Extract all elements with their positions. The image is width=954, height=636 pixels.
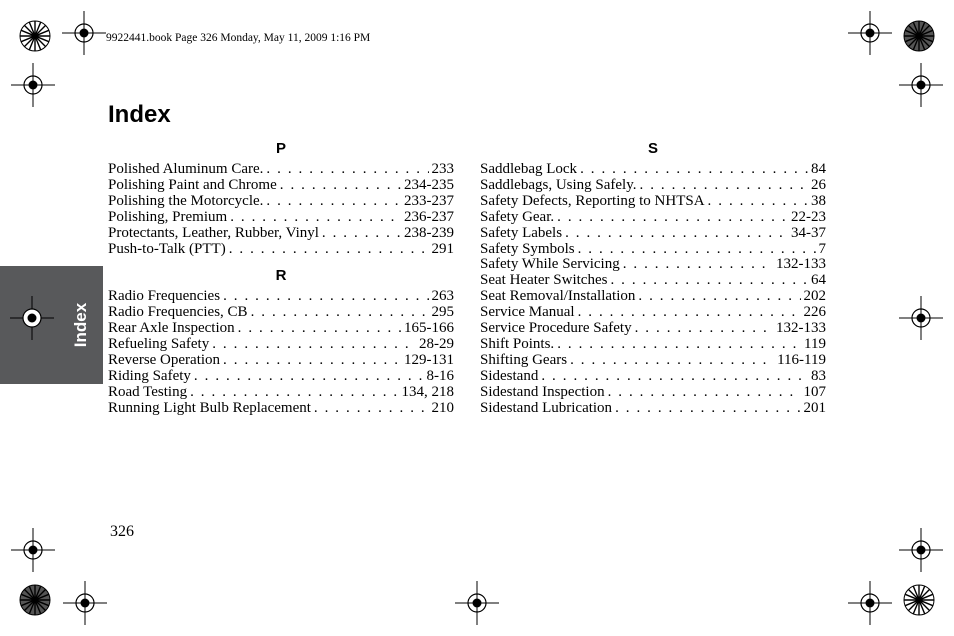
registration-crosshair-icon	[899, 63, 943, 107]
entry-pages: 134, 218	[401, 383, 454, 400]
index-section-p	[108, 138, 454, 257]
index-entry	[108, 321, 454, 337]
entry-pages: 22-23	[791, 208, 826, 225]
entry-pages: 263	[431, 288, 454, 305]
entry-label: Saddlebag Lock	[480, 161, 578, 177]
entry-pages: 201	[803, 399, 826, 416]
registration-crosshair-icon	[848, 11, 892, 55]
leader-dots	[565, 226, 788, 242]
leader-dots	[194, 369, 424, 385]
index-entry	[108, 401, 454, 417]
entry-pages: 295	[431, 304, 454, 321]
registration-crosshair-icon	[899, 528, 943, 572]
entry-label: Saddlebags, Using Safely.	[480, 176, 637, 193]
entry-label: Safety Labels	[480, 224, 563, 241]
registration-crosshair-icon	[848, 581, 892, 625]
index-section-r	[108, 265, 454, 416]
entry-pages: 34-37	[791, 224, 826, 241]
entry-label: Sidestand Lubrication	[480, 399, 613, 416]
leader-dots	[610, 273, 808, 289]
leader-dots	[608, 385, 801, 401]
leader-dots	[212, 337, 416, 353]
leader-dots	[580, 162, 808, 178]
entry-pages: 233-237	[404, 192, 454, 209]
entry-label: Service Procedure Safety	[480, 320, 632, 337]
index-entry	[108, 337, 454, 353]
index-entry	[480, 273, 826, 289]
starburst-target-icon	[19, 584, 51, 616]
entry-label: Service Manual	[480, 304, 575, 321]
index-entry	[480, 242, 826, 258]
starburst-target-icon	[903, 584, 935, 616]
entry-pages: 234-235	[404, 176, 454, 193]
entry-pages: 116-119	[777, 351, 826, 368]
entry-pages: 236-237	[404, 208, 454, 225]
leader-dots	[635, 321, 773, 337]
leader-dots	[238, 321, 401, 337]
entry-label: Radio Frequencies, CB	[108, 304, 248, 321]
side-tab-label: Index	[71, 302, 90, 348]
entry-label: Shifting Gears	[480, 351, 568, 368]
index-entry	[108, 385, 454, 401]
index-entry	[480, 226, 826, 242]
index-entry	[480, 289, 826, 305]
index-entry	[480, 369, 826, 385]
entry-label: Polishing, Premium	[108, 208, 228, 225]
index-entry	[108, 369, 454, 385]
index-entry	[108, 353, 454, 369]
index-entry	[480, 305, 826, 321]
index-entry	[108, 226, 454, 242]
index-entry	[108, 305, 454, 321]
index-entry	[480, 353, 826, 369]
index-entry	[108, 194, 454, 210]
entry-label: Seat Heater Switches	[480, 272, 608, 289]
entry-pages: 165-166	[404, 320, 454, 337]
entry-pages: 129-131	[404, 352, 454, 369]
entry-pages: 291	[431, 240, 454, 257]
registration-crosshair-icon	[62, 11, 106, 55]
leader-dots	[223, 353, 401, 369]
index-section-s	[480, 138, 826, 417]
page-title: Index	[108, 101, 171, 128]
entry-pages: 83	[811, 367, 826, 384]
index-column-right	[480, 138, 826, 417]
entry-label: Riding Safety	[108, 367, 191, 384]
index-entry	[480, 321, 826, 337]
leader-dots	[640, 178, 808, 194]
entry-pages: 28-29	[419, 336, 454, 353]
entry-label: Refueling Safety	[108, 336, 210, 353]
leader-dots	[578, 305, 801, 321]
leader-dots	[223, 289, 428, 305]
index-entry	[480, 337, 826, 353]
index-entry	[480, 194, 826, 210]
entry-pages: 202	[803, 288, 826, 305]
leader-dots	[557, 210, 788, 226]
starburst-target-icon	[19, 20, 51, 52]
leader-dots	[570, 353, 774, 369]
entry-label: Protectants, Leather, Rubber, Vinyl	[108, 224, 319, 241]
starburst-target-icon	[903, 20, 935, 52]
entry-label: Safety Defects, Reporting to NHTSA	[480, 192, 705, 209]
index-entry	[480, 178, 826, 194]
index-column-left	[108, 138, 454, 417]
entry-label: Reverse Operation	[108, 352, 221, 369]
entry-pages: 119	[804, 335, 826, 352]
entry-pages: 226	[803, 304, 826, 321]
entry-label: Polishing the Motorcycle.	[108, 192, 264, 209]
entry-label: Push-to-Talk (PTT)	[108, 240, 226, 257]
entry-label: Shift Points.	[480, 335, 555, 352]
leader-dots	[266, 162, 428, 178]
entry-pages: 132-133	[776, 256, 826, 273]
index-entry	[108, 178, 454, 194]
entry-pages: 7	[818, 240, 826, 257]
entry-pages: 238-239	[404, 224, 454, 241]
entry-label: Seat Removal/Installation	[480, 288, 636, 305]
entry-pages: 26	[811, 176, 826, 193]
section-letter: P	[275, 140, 286, 157]
entry-pages: 132-133	[776, 320, 826, 337]
entry-label: Sidestand Inspection	[480, 383, 605, 400]
entry-label: Safety Symbols	[480, 240, 575, 257]
leader-dots	[638, 289, 800, 305]
leader-dots	[578, 242, 816, 258]
index-entry	[108, 210, 454, 226]
book-info-header: 9922441.book Page 326 Monday, May 11, 2009 1:16 PM	[106, 32, 371, 44]
leader-dots	[708, 194, 808, 210]
index-entry	[480, 257, 826, 273]
index-entry	[480, 401, 826, 417]
registration-crosshair-icon	[455, 581, 499, 625]
leader-dots	[623, 257, 773, 273]
entry-pages: 107	[803, 383, 826, 400]
entry-pages: 84	[811, 161, 826, 177]
registration-crosshair-icon	[11, 528, 55, 572]
entry-pages: 233	[431, 161, 454, 177]
registration-crosshair-icon	[63, 581, 107, 625]
entry-pages: 210	[431, 399, 454, 416]
index-entry	[480, 162, 826, 178]
entry-label: Radio Frequencies	[108, 288, 221, 305]
entry-label: Running Light Bulb Replacement	[108, 399, 311, 416]
page-number: 326	[110, 523, 134, 540]
index-entry	[108, 289, 454, 305]
leader-dots	[229, 242, 429, 258]
leader-dots	[230, 210, 401, 226]
entry-pages: 38	[811, 192, 826, 209]
registration-crosshair-icon	[10, 296, 54, 340]
registration-crosshair-icon	[899, 296, 943, 340]
index-entry	[480, 385, 826, 401]
entry-pages: 8-16	[426, 367, 454, 384]
leader-dots	[615, 401, 800, 417]
leader-dots	[322, 226, 401, 242]
index-entry	[108, 162, 454, 178]
entry-label: Polished Aluminum Care.	[108, 161, 264, 177]
entry-pages: 64	[811, 272, 826, 289]
leader-dots	[266, 194, 401, 210]
leader-dots	[190, 385, 398, 401]
entry-label: Rear Axle Inspection	[108, 320, 235, 337]
entry-label: Sidestand	[480, 367, 539, 384]
section-letter: R	[275, 267, 287, 285]
leader-dots	[557, 337, 801, 353]
index-entry	[480, 210, 826, 226]
section-letter: S	[647, 140, 658, 157]
leader-dots	[251, 305, 429, 321]
entry-label: Safety Gear.	[480, 208, 555, 225]
entry-label: Safety While Servicing	[480, 256, 620, 273]
entry-label: Polishing Paint and Chrome	[108, 176, 277, 193]
leader-dots	[314, 401, 429, 417]
leader-dots	[280, 178, 401, 194]
registration-crosshair-icon	[11, 63, 55, 107]
index-entry	[108, 242, 454, 258]
entry-label: Road Testing	[108, 383, 188, 400]
leader-dots	[541, 369, 808, 385]
